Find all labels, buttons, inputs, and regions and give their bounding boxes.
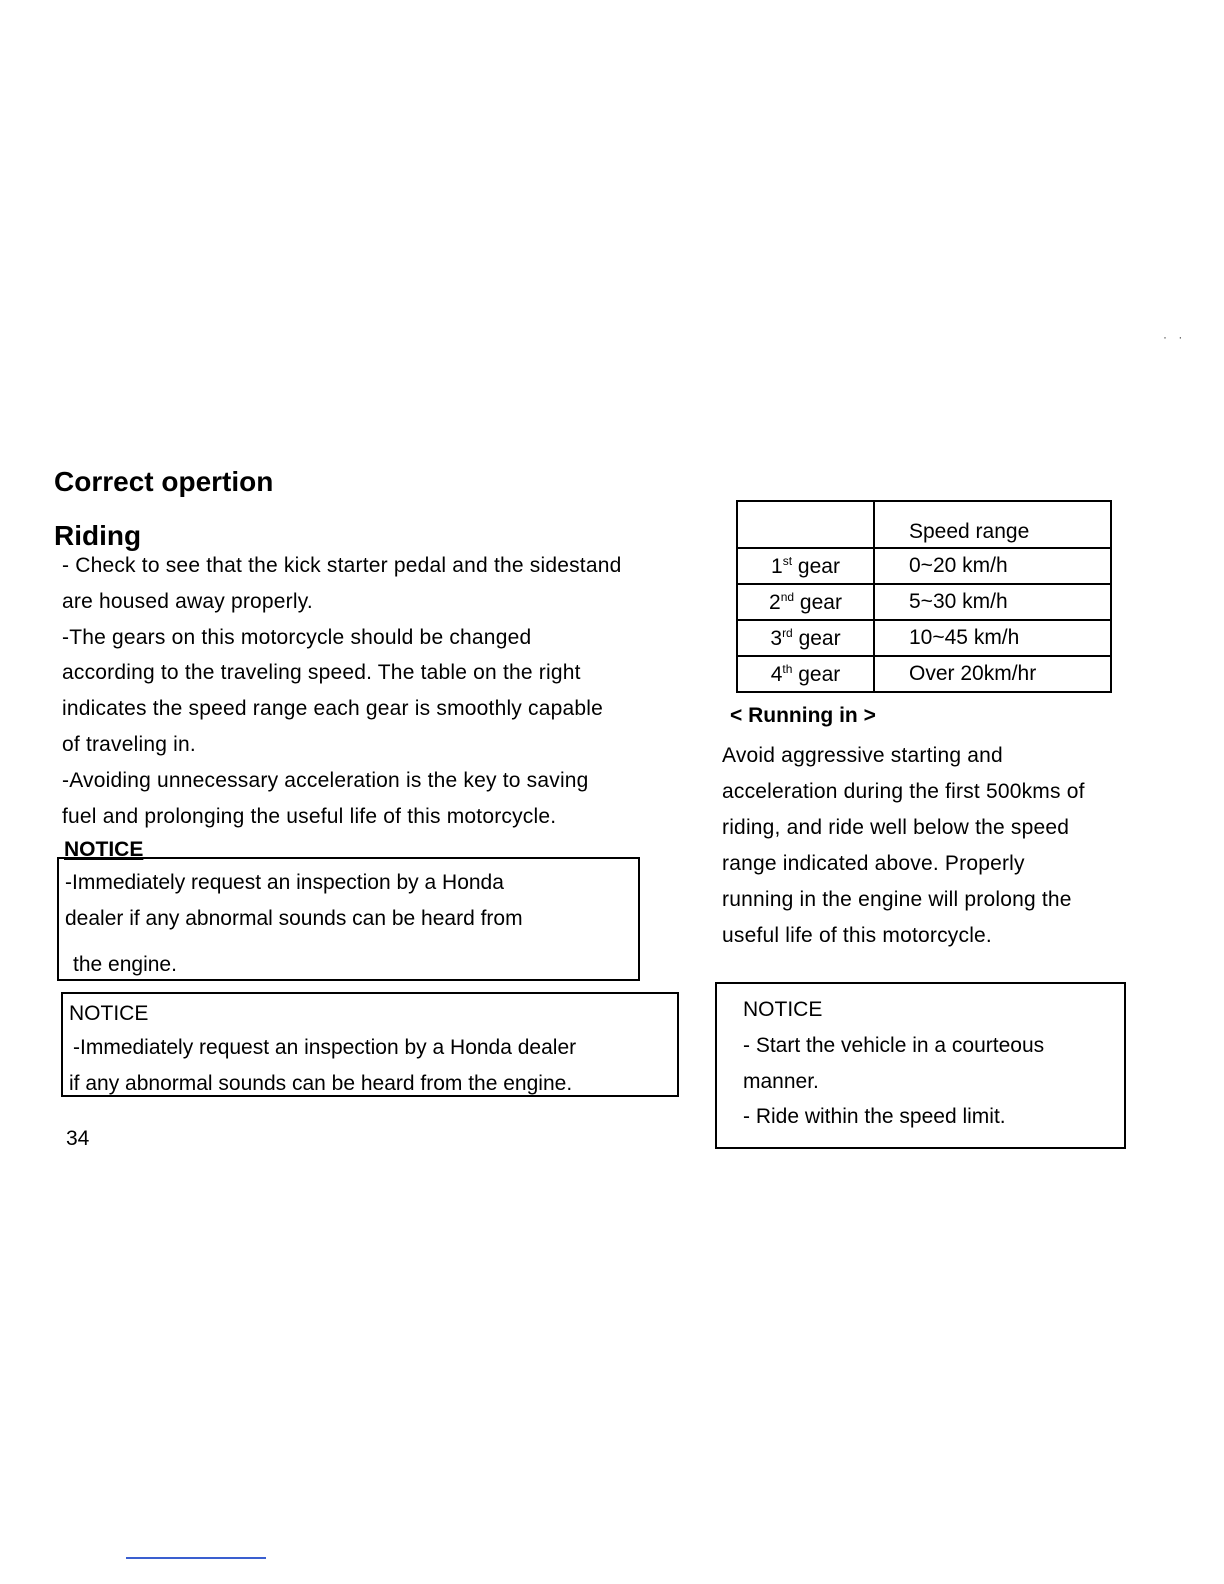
body-line: -The gears on this motorcycle should be changed [62,625,532,649]
notice-line: if any abnormal sounds can be heard from the engine. [69,1072,573,1095]
table-header-row [737,501,1111,548]
speed-cell: 10~45 km/h [874,620,1111,656]
running-in-body [722,738,1162,954]
riding-body [62,548,722,834]
notice-heading: NOTICE [743,998,823,1021]
notice-line: -Immediately request an inspection by a Honda [65,871,504,894]
notice-line: - Start the vehicle in a courteous [743,1034,1045,1057]
notice-line: dealer if any abnormal sounds can be heard from [65,907,523,930]
running-in-title: < Running in > [730,704,876,727]
body-line: of traveling in. [62,732,196,756]
running-line: useful life of this motorcycle. [722,924,992,947]
running-line: running in the engine will prolong the [722,888,1072,911]
notice-heading-underlined: NOTICE [64,838,144,861]
gear-cell: 2nd gear [737,584,874,620]
footer-link-underline [126,1557,266,1559]
gear-cell: 4th gear [737,656,874,692]
page-title: Correct opertion [54,466,274,497]
table-header-cell [737,501,874,548]
speed-cell: 0~20 km/h [874,548,1111,584]
table-row [737,620,1111,656]
table-row [737,548,1111,584]
body-line: -Avoiding unnecessary acceleration is the key to saving [62,768,589,792]
gear-cell: 3rd gear [737,620,874,656]
body-line: fuel and prolonging the useful life of this motorcycle. [62,804,557,828]
gear-speed-table [736,500,1112,693]
body-line: indicates the speed range each gear is smoothly capable [62,697,604,721]
notice-box-inspection [61,992,679,1097]
running-line: Avoid aggressive starting and [722,744,1003,767]
scan-artifact: · · [1163,330,1187,344]
running-line: riding, and ride well below the speed [722,816,1070,839]
table-row [737,584,1111,620]
notice-box-courteous [715,982,1126,1149]
speed-cell: Over 20km/hr [874,656,1111,692]
notice-line: - Ride within the speed limit. [743,1105,1006,1128]
notice-box-engine-sounds [57,857,640,981]
running-line: acceleration during the first 500kms of [722,780,1085,803]
notice-line: manner. [743,1070,819,1093]
notice-line: -Immediately request an inspection by a Honda dealer [73,1036,577,1059]
speed-cell: 5~30 km/h [874,584,1111,620]
body-line: - Check to see that the kick starter pedal and the sidestand [62,554,622,577]
running-line: range indicated above. Properly [722,852,1025,875]
notice-heading: NOTICE [69,1002,149,1025]
table-header-cell: Speed range [874,501,1111,548]
page-number: 34 [66,1127,90,1150]
table-row [737,656,1111,692]
body-line: according to the traveling speed. The table on the right [62,661,581,685]
gear-cell: 1st gear [737,548,874,584]
section-title-riding: Riding [54,520,142,551]
body-line: are housed away properly. [62,589,313,613]
notice-line: the engine. [73,953,177,976]
